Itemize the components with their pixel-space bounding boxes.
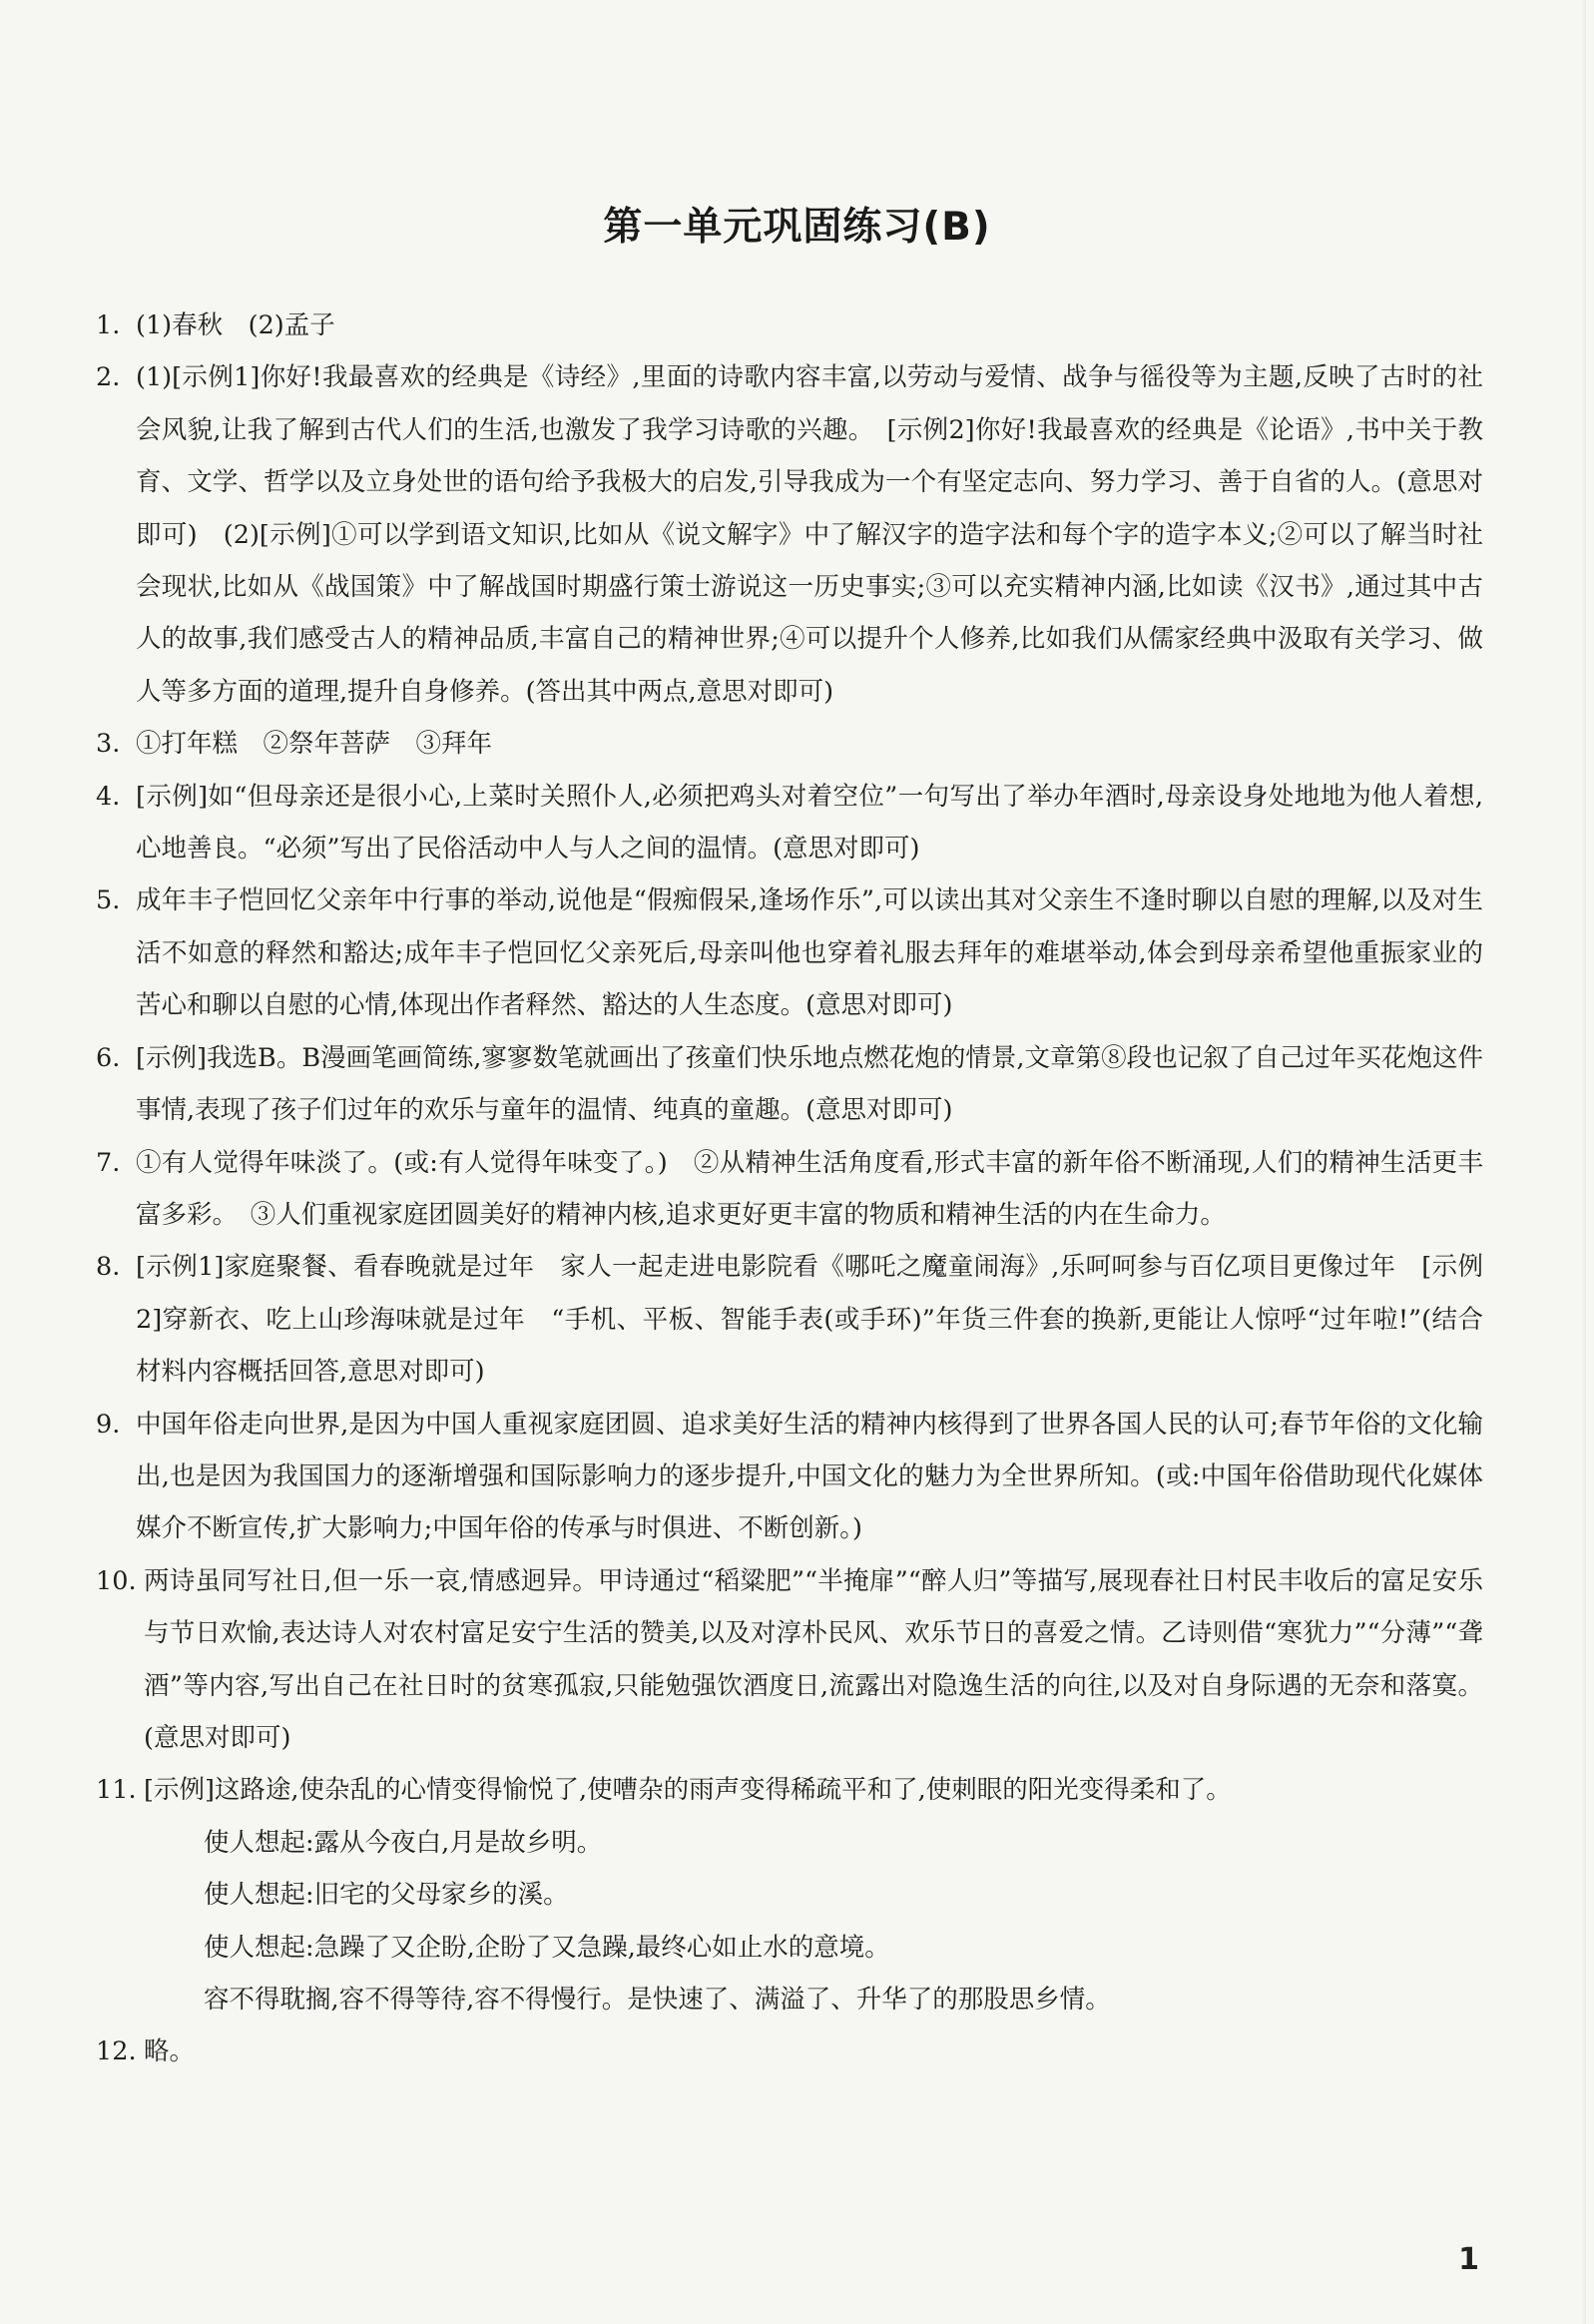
answer-item-1 [96,299,1483,351]
answer-item-6 [96,1032,1483,1137]
item-number: 11. [96,1775,137,1806]
item-number: 3. [96,729,121,760]
item-11-line: 使人想起:露从今夜白,月是故乡明。 [204,1827,603,1858]
item-text: ①打年糕 ②祭年菩萨 ③拜年 [136,729,493,760]
item-text: 两诗虽同写社日,但一乐一哀,情感迥异。甲诗通过“稻粱肥”“半掩扉”“醉人归”等描写,展现春社日村民丰收后的富足安乐与节日欢愉,表达诗人对农村富足安宁生活的赞美,以及对淳朴民风、欢乐节日的喜爱之情。乙诗则借“寒犹力”“分薄”“聋酒”等内容,写出自己在社日时的贫寒孤寂,只能勉强饮酒度日,流露出对隐逸生活的向往,以及对自身际遇的无奈和落寞。(意思对即可) [144,1565,1483,1753]
item-text: 成年丰子恺回忆父亲年中行事的举动,说他是“假痴假呆,逢场作乐”,可以读出其对父亲生不逢时聊以自慰的理解,以及对生活不如意的释然和豁达;成年丰子恺回忆父亲死后,母亲叫他也穿着礼服去拜年的难堪举动,体会到母亲希望他重振家业的苦心和聊以自慰的心情,体现出作者释然、豁达的人生态度。(意思对即可) [136,885,1483,1021]
item-text: 中国年俗走向世界,是因为中国人重视家庭团圆、追求美好生活的精神内核得到了世界各国人民的认可;春节年俗的文化输出,也是因为我国国力的逐渐增强和国际影响力的逐步提升,中国文化的魅力为全世界所知。(或:中国年俗借助现代化媒体媒介不断宣传,扩大影响力;中国年俗的传承与时俱进、不断创新。) [136,1409,1483,1544]
item-11-line: 使人想起:急躁了又企盼,企盼了又急躁,最终心如止水的意境。 [204,1932,890,1963]
answer-item-12 [96,2026,1483,2077]
answer-list [96,299,1483,2078]
item-number: 2. [96,362,121,393]
item-text: [示例]这路途,使杂乱的心情变得愉悦了,使嘈杂的雨声变得稀疏平和了,使刺眼的阳光变得柔和了。 [144,1775,1232,1806]
item-number: 8. [96,1252,121,1283]
item-number: 7. [96,1147,121,1178]
item-text: [示例]如“但母亲还是很小心,上菜时关照仆人,必须把鸡头对着空位”一句写出了举办年酒时,母亲设身处地地为他人着想,心地善良。“必须”写出了民俗活动中人与人之间的温情。(意思对即可) [136,781,1483,865]
item-number: 9. [96,1409,121,1440]
page-edge-shadow [1582,0,1586,2324]
item-number: 4. [96,781,121,812]
item-number: 6. [96,1042,121,1073]
item-number: 10. [96,1565,137,1596]
answer-item-8 [96,1241,1483,1398]
answer-item-7 [96,1137,1483,1242]
item-text: 略。 [144,2036,196,2067]
answer-item-2 [96,351,1483,718]
answer-item-3 [96,718,1483,770]
item-text: [示例1]家庭聚餐、看春晚就是过年 家人一起走进电影院看《哪吒之魔童闹海》,乐呵呵参与百亿项目更像过年 [示例2]穿新衣、吃上山珍海味就是过年 “手机、平板、智能手表(或手环)”年货三件套的换新,更能让人惊呼“过年啦!”(结合材料内容概括回答,意思对即可) [136,1252,1483,1388]
item-text: ①有人觉得年味淡了。(或:有人觉得年味变了。) ②从精神生活角度看,形式丰富的新年俗不断涌现,人们的精神生活更丰富多彩。 ③人们重视家庭团圆美好的精神内核,追求更好更丰富的物质和精神生活的内在生命力。 [136,1147,1483,1230]
item-number: 12. [96,2036,137,2067]
answer-item-9 [96,1399,1483,1555]
item-number: 5. [96,885,121,916]
item-text: [示例]我选B。B漫画笔画简练,寥寥数笔就画出了孩童们快乐地点燃花炮的情景,文章第⑧段也记叙了自己过年买花炮这件事情,表现了孩子们过年的欢乐与童年的温情、纯真的童趣。(意思对即可) [136,1042,1483,1126]
item-text: (1)春秋 (2)孟子 [136,310,335,340]
item-11-line: 容不得耽搁,容不得等待,容不得慢行。是快速了、满溢了、升华了的那股思乡情。 [204,1985,1111,2015]
page-title: 第一单元巩固练习(B) [603,205,991,250]
answer-item-4 [96,771,1483,875]
page-number: 1 [1458,2242,1479,2277]
answer-item-11 [96,1764,1483,2026]
answer-item-5 [96,874,1483,1031]
item-text: (1)[示例1]你好!我最喜欢的经典是《诗经》,里面的诗歌内容丰富,以劳动与爱情、战争与徭役等为主题,反映了古时的社会风貌,让我了解到古代人们的生活,也激发了我学习诗歌的兴趣。 [示例2]你好!我最喜欢的经典是《论语》,书中关于教育、文学、哲学以及立身处世的语句给予我极大的启发,引导我成为一个有坚定志向、努力学习、善于自省的人。(意思对即可) (2)[示例]①可以学到语文知识,比如从《说文解字》中了解汉字的造字法和每个字的造字本义;②可以了解当时社会现状,比如从《战国策》中了解战国时期盛行策士游说这一历史事实;③可以充实精神内涵,比如读《汉书》,通过其中古人的故事,我们感受古人的精神品质,丰富自己的精神世界;④可以提升个人修养,比如我们从儒家经典中汲取有关学习、做人等多方面的道理,提升自身修养。(答出其中两点,意思对即可) [136,362,1483,707]
answer-item-10 [96,1555,1483,1765]
item-number: 1. [96,310,121,340]
item-11-line: 使人想起:旧宅的父母家乡的溪。 [204,1880,569,1911]
